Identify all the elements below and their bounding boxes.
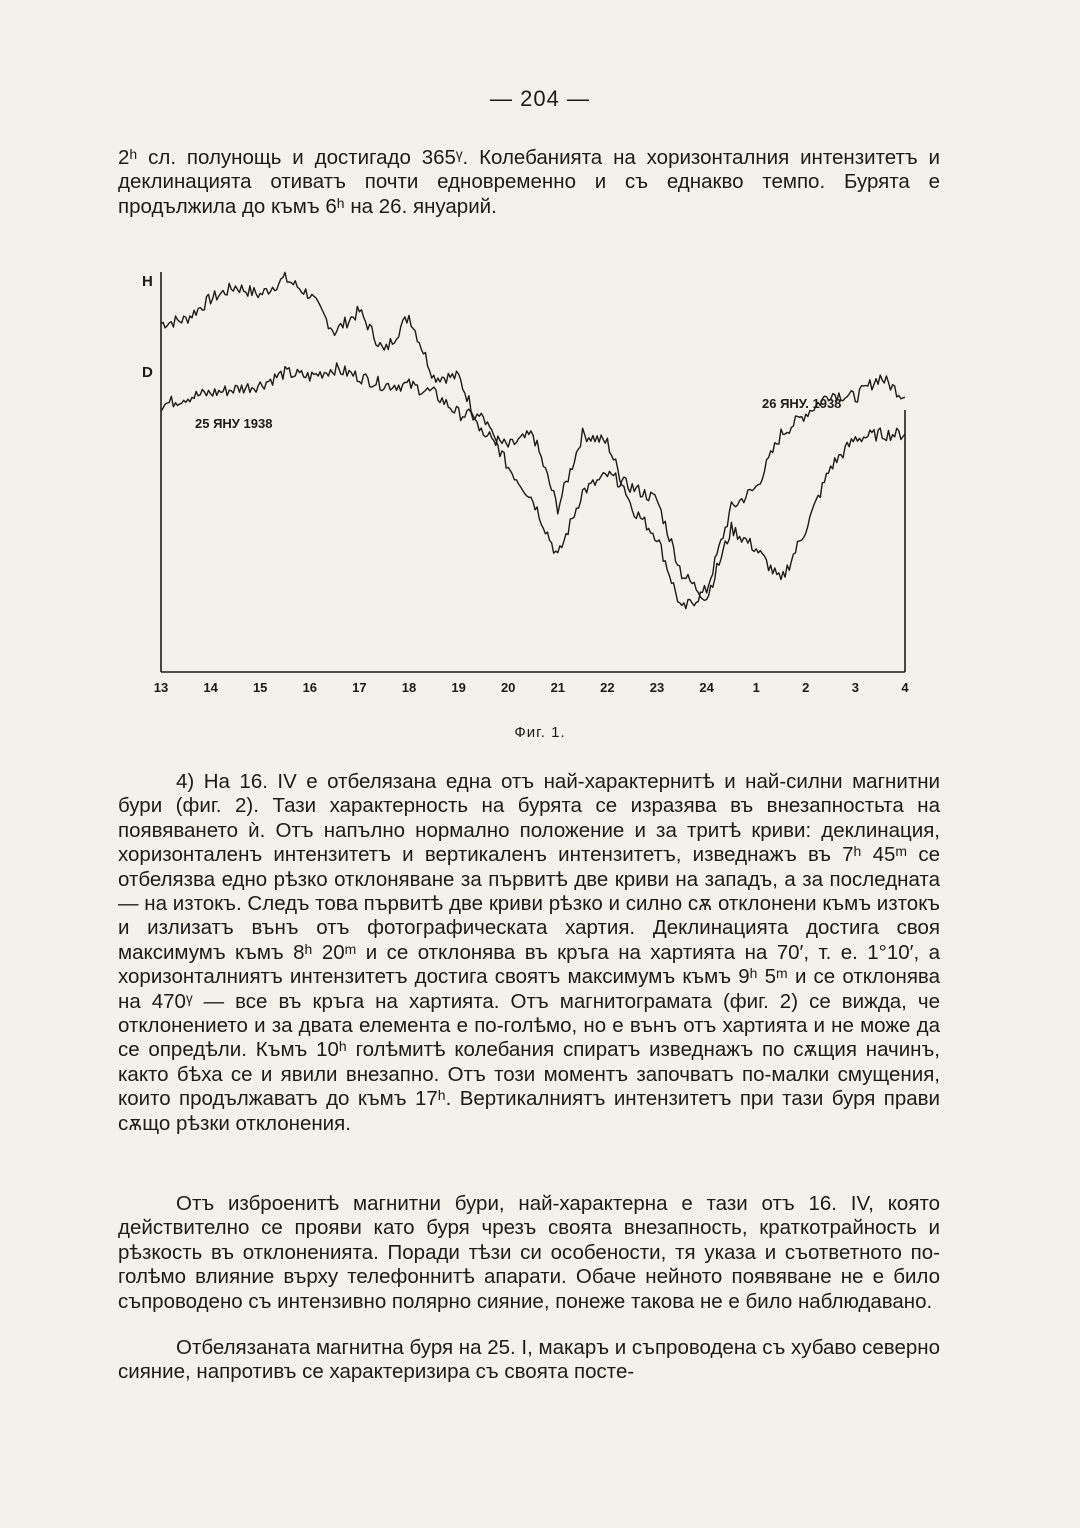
tick-label: 14 bbox=[203, 680, 218, 695]
series-label-h: H bbox=[142, 273, 153, 290]
paragraph-storm-16-iv: 4) На 16. IV е отбелязана една отъ най-характернитѣ и най-силни магнитни бури (фиг. 2). Тази характерность на бурята се изразява въ внезапностьта на появяването ѝ. Отъ напълно нормално положение и за тритѣ криви: деклинация, хоризонталенъ интензитетъ и вертикаленъ интензитетъ, изведнажъ въ 7ʰ 45ᵐ се отбелязва едно рѣзко отклоняване за първитѣ две криви на западъ, а за последната — на изтокъ. Следъ това първитѣ две криви рѣзко и силно сѫ отклонени къмъ изтокъ и излизатъ вънъ отъ фотографическата хартия. Деклинацията достига своя максимумъ къмъ 8ʰ 20ᵐ и се отклонява въ кръга на хартията на 70′, т. е. 1°10′, а хоризонталниятъ интензитетъ достига своятъ максимумъ къмъ 9ʰ 5ᵐ и се отклонява на 470ᵞ — все въ кръга на хартията. Отъ магнитограмата (фиг. 2) се вижда, че отклонението и за двата елемента е по-голѣмо, но е вънъ отъ хартията и не може да се опредѣли. Къмъ 10ʰ голѣмитѣ колебания спиратъ изведнажъ по сѫщия начинъ, както бѣха се и явили внезапно. Отъ този моментъ започватъ по-малки смущения, които продължаватъ до къмъ 17ʰ. Вертикалниятъ интензитетъ при тази буря прави сѫщо рѣзки отклонения. bbox=[118, 770, 940, 1135]
tick-label: 1 bbox=[752, 680, 760, 695]
series-line-h bbox=[161, 272, 905, 608]
tick-label: 22 bbox=[600, 680, 615, 695]
tick-label: 19 bbox=[451, 680, 466, 695]
chart-frame bbox=[161, 272, 905, 672]
date-label-left: 25 ЯНУ 1938 bbox=[195, 416, 273, 431]
tick-label: 13 bbox=[153, 680, 169, 695]
tick-label: 24 bbox=[699, 680, 714, 695]
series-label-d: D bbox=[142, 364, 153, 381]
figure-caption: Фиг. 1. bbox=[514, 724, 566, 741]
tick-label: 23 bbox=[649, 680, 665, 695]
tick-label: 17 bbox=[352, 680, 367, 695]
intro-paragraph: 2ʰ сл. полунощь и достигадо 365ᵞ. Колебанията на хоризонталния интензитетъ и деклинацията отиватъ почти едновременно и съ еднакво темпо. Бурята е продължила до къмъ 6ʰ на 26. януарий. bbox=[118, 146, 940, 218]
tick-label: 16 bbox=[302, 680, 318, 695]
tick-label: 4 bbox=[901, 680, 909, 695]
page-number: — 204 — bbox=[490, 86, 590, 111]
tick-label: 2 bbox=[802, 680, 810, 695]
tick-label: 20 bbox=[500, 680, 516, 695]
tick-label: 15 bbox=[252, 680, 268, 695]
tick-label: 18 bbox=[401, 680, 417, 695]
date-label-right: 26 ЯНУ. 1938 bbox=[762, 396, 842, 411]
paragraph-storm-25-i: Отбелязаната магнитна буря на 25. I, макаръ и съпроводена съ хубаво северно сияние, напротивъ се характеризира съ своята посте- bbox=[118, 1336, 940, 1384]
tick-label: 3 bbox=[851, 680, 860, 695]
paragraph-characteristic-storm: Отъ изброенитѣ магнитни бури, най-характерна е тази отъ 16. IV, която действително се прояви като буря чрезъ своята внезапность, краткотрайность и рѣзкость въ отклоненията. Поради тѣзи си особености, тя указа и съответното по-голѣмо влияние върху телефоннитѣ апарати. Обаче нейното появяване не е било съпроводено съ интензивно полярно сияние, понеже такова не е било наблюдавано. bbox=[118, 1192, 940, 1313]
tick-label: 21 bbox=[550, 680, 566, 695]
